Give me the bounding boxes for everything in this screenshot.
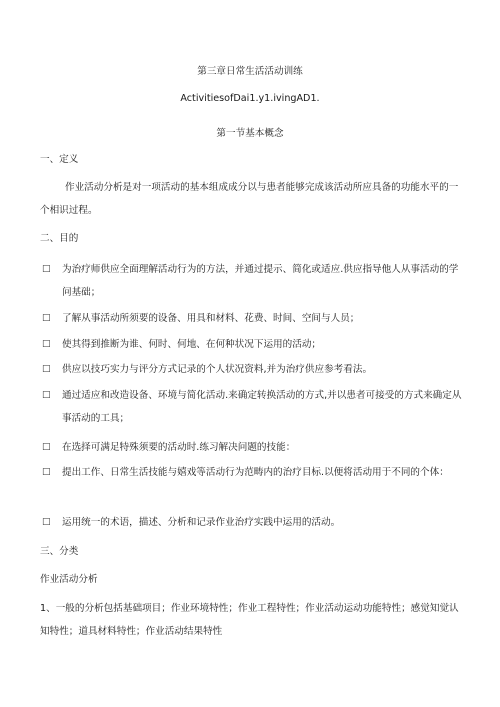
heading-definition: 一、定义 [40,154,79,165]
purpose-item-text: 通过适应和改造设备、环境与简化活动.来确定转换活动的方式,并以患者可接受的方式来确定从事活动的工具； [62,390,462,424]
purpose-item-text: 运用统一的术语，描述、分析和记录作业治疗实践中运用的活动。 [62,517,341,528]
bullet-icon: □ [42,364,51,374]
purpose-item [42,307,467,330]
classify-subheading: 作业活动分析 [40,574,98,585]
purpose-item-text: 供应以技巧实力与评分方式记录的个人状况资料,并为治疗供应参考看法。 [62,364,373,375]
bullet-icon: □ [42,313,51,323]
chapter-subtitle: ActivitiesofDai1.y1.ivingAD1. [180,93,320,104]
classify-paragraph: 1、一般的分析包括基础项目；作业环境特性；作业工程特性；作业活动运动功能特性；感觉知觉认知特性；道具材料特性；作业活动结果特性 [40,603,459,637]
bullet-icon: □ [42,442,51,452]
purpose-item-text: 了解从事活动所须要的设备、用具和材料、花费、时间、空间与人员； [62,313,360,324]
purpose-item-text: 使其得到推断为谁、何时、何地、在何种状况下运用的活动； [62,339,322,350]
purpose-item [42,358,467,381]
purpose-item [42,511,467,534]
chapter-title: 第三章日常生活活动训练 [197,66,303,77]
purpose-item-text: 提出工作、日常生活技能与嬉戏等活动行为范畴内的治疗目标.以便将活动用于不同的个体： [62,467,449,478]
bullet-icon: □ [42,467,51,477]
purpose-item [42,436,467,459]
section-title: 第一节基本概念 [216,128,284,139]
bullet-icon: □ [42,390,51,400]
heading-classify: 三、分类 [40,546,79,557]
purpose-item-text: 为治疗师供应全面理解活动行为的方法，并通过提示、简化或适应.供应指导他人从事活动的学问基础； [62,264,459,298]
purpose-item [42,384,467,430]
definition-paragraph: 作业活动分析是对一项活动的基本组成成分以与患者能够完成该活动所应具备的功能水平的一个相识过程。 [40,182,459,216]
purpose-item-text: 在选择可满足特殊须要的活动时.练习解决问题的技能： [62,442,296,453]
bullet-icon: □ [42,517,51,527]
bullet-icon: □ [42,264,51,274]
purpose-item [42,333,467,356]
purpose-item [42,461,467,484]
bullet-icon: □ [42,339,51,349]
heading-purpose: 二、目的 [40,233,79,244]
purpose-item [42,258,467,304]
